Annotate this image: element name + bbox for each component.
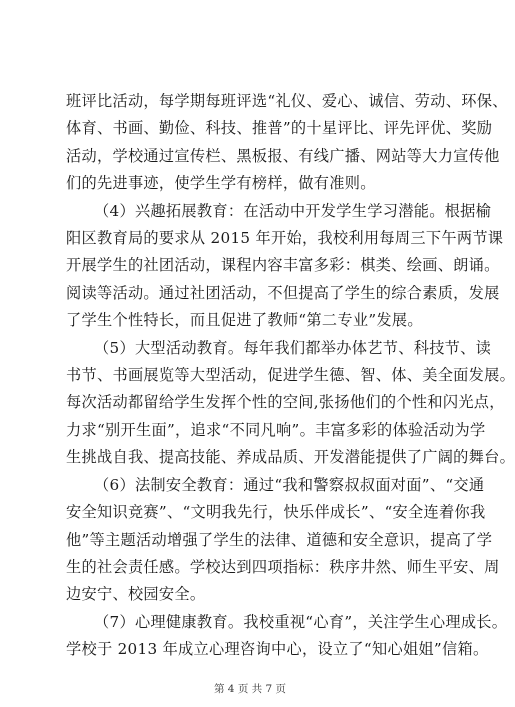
text-line: 力求“别开生面”，追求“不同凡响”。丰富多彩的体验活动为学 — [66, 420, 486, 439]
page-number-footer: 第 4 页 共 7 页 — [213, 683, 287, 695]
text-line: 生的社会责任感。学校达到四项指标：秩序井然、师生平安、周 — [66, 557, 500, 576]
text-line: （5）大型活动教育。每年我们都举办体艺节、科技节、读 — [94, 338, 492, 357]
text-line: 班评比活动，每学期每班评选“礼仪、爱心、诚信、劳动、环保、 — [66, 92, 508, 110]
text-line: 体育、书画、勤俭、科技、推普”的十星评比、评先评优、奖励 — [66, 119, 493, 138]
text-line: 边安宁、校园安全。 — [66, 585, 206, 604]
text-line: 阅读等活动。通过社团活动，不但提高了学生的综合素质，发展 — [66, 283, 500, 302]
text-line: （6）法制安全教育：通过“我和警察叔叔面对面”、“交通 — [94, 475, 485, 494]
text-line: （4）兴趣拓展教育：在活动中开发学生学习潜能。根据榆 — [94, 201, 492, 220]
text-line: （7）心理健康教育。我校重视“心育”，关注学生心理成长。 — [94, 612, 508, 631]
text-line: 每次活动都留给学生发挥个性的空间,张扬他们的个性和闪光点， — [66, 393, 505, 412]
text-line: 开展学生的社团活动，课程内容丰富多彩：棋类、绘画、朗诵。 — [66, 256, 500, 275]
text-line: 活动，学校通过宣传栏、黑板报、有线广播、网站等大力宣传他 — [66, 146, 500, 165]
text-line: 他”等主题活动增强了学生的法律、道德和安全意识，提高了学 — [66, 530, 493, 549]
text-line: 学校于 2013 年成立心理咨询中心，设立了“知心姐姐”信箱。 — [66, 640, 489, 659]
text-line: 书节、书画展览等大型活动，促进学生德、智、体、美全面发展。 — [66, 366, 515, 385]
text-line: 生挑战自我、提高技能、养成品质、开发潜能提供了广阔的舞台。 — [66, 448, 515, 467]
text-line: 了学生个性特长，而且促进了教师“第二专业”发展。 — [66, 311, 423, 330]
text-line: 安全知识竞赛”、“文明我先行，快乐伴成长”、“安全连着你我 — [66, 503, 486, 522]
document-body — [66, 88, 515, 664]
text-line: 阳区教育局的要求从 2015 年开始，我校利用每周三下午两节课 — [66, 229, 504, 248]
text-line: 们的先进事迹，使学生学有榜样，做有准则。 — [66, 174, 376, 193]
